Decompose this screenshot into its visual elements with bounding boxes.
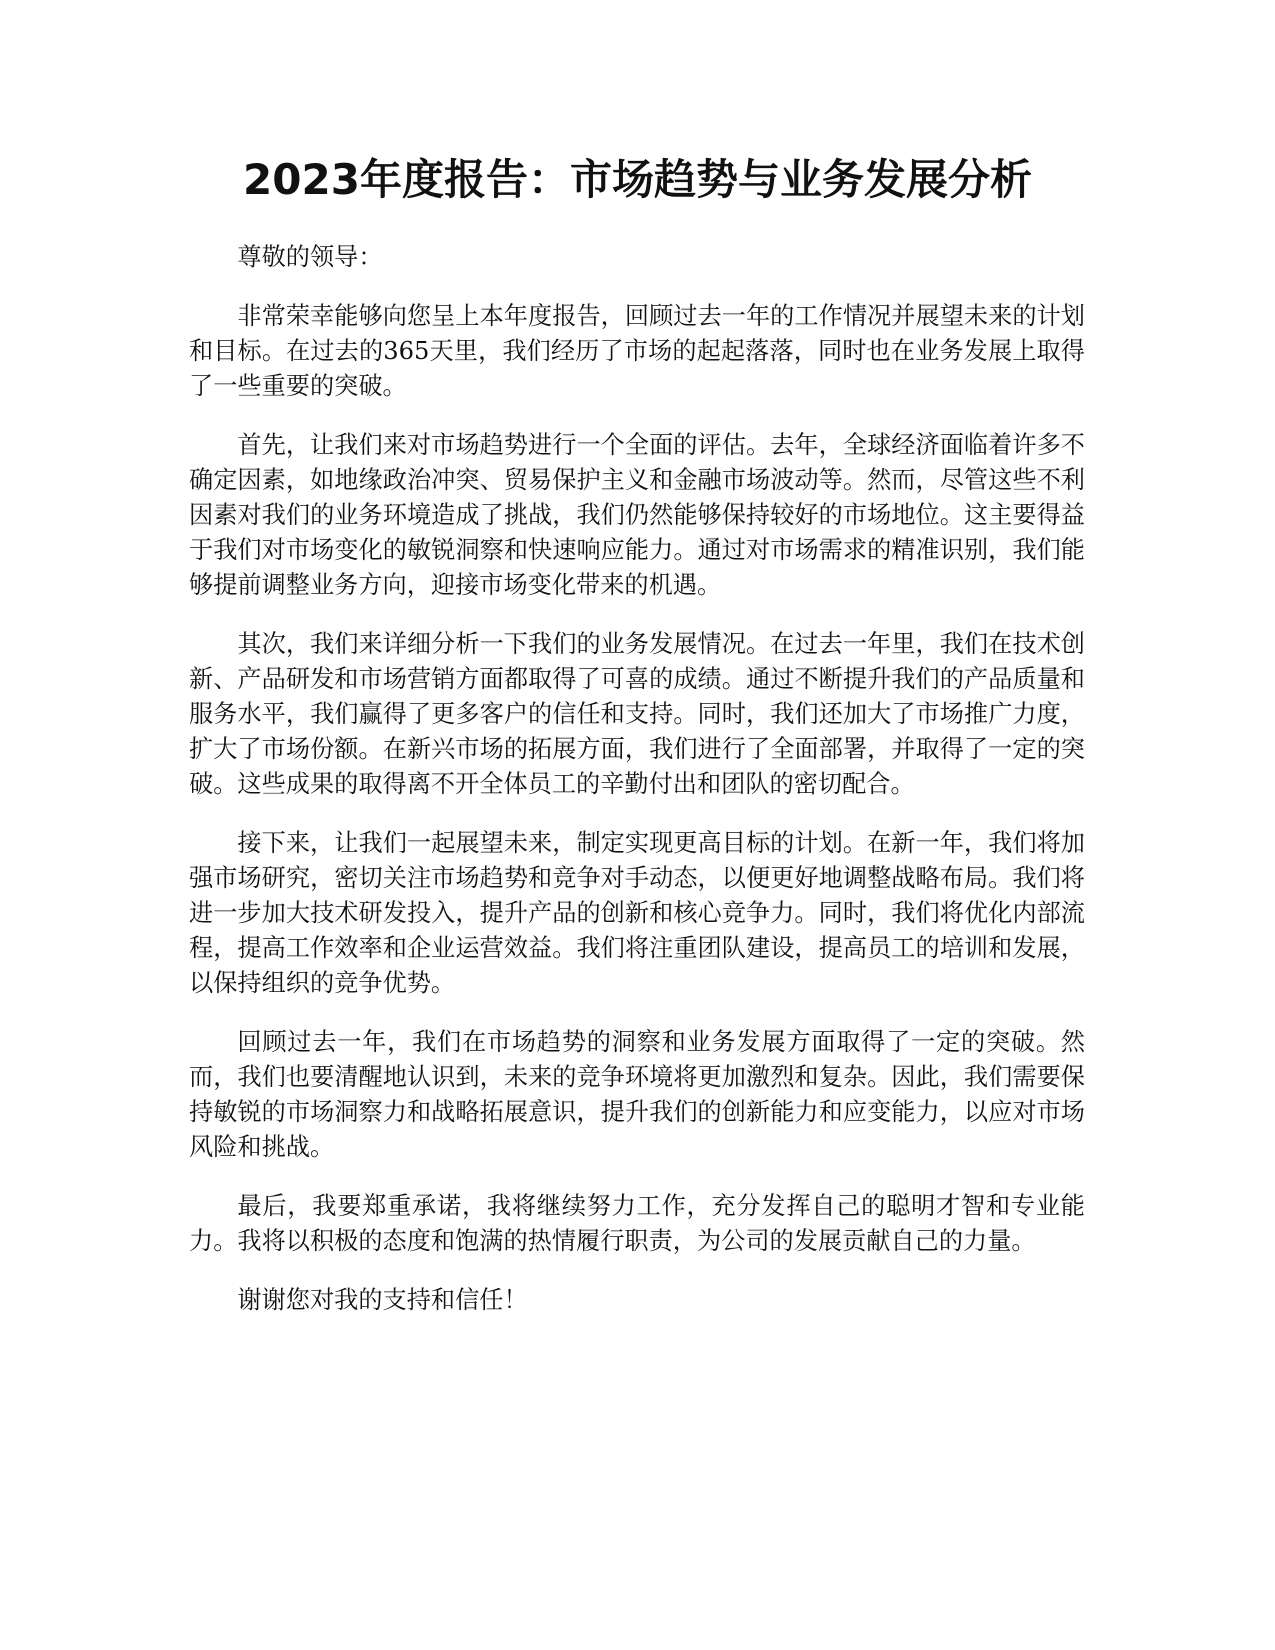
document-body (189, 240, 1085, 1342)
document-title: 2023年度报告：市场趋势与业务发展分析 (243, 155, 1032, 204)
salutation: 尊敬的领导： (237, 243, 383, 271)
paragraph-future-plans: 接下来，让我们一起展望未来，制定实现更高目标的计划。在新一年，我们将加强市场研究，密切关注市场趋势和竞争对手动态，以便更好地调整战略布局。我们将进一步加大技术研发投入，提升产品的创新和核心竞争力。同时，我们将优化内部流程，提高工作效率和企业运营效益。我们将注重团队建设，提高员工的培训和发展，以保持组织的竞争优势。 (189, 829, 1085, 997)
paragraph-intro: 非常荣幸能够向您呈上本年度报告，回顾过去一年的工作情况并展望未来的计划和目标。在过去的365天里，我们经历了市场的起起落落，同时也在业务发展上取得了一些重要的突破。 (189, 302, 1085, 400)
paragraph-commitment: 最后，我要郑重承诺，我将继续努力工作，充分发挥自己的聪明才智和专业能力。我将以积极的态度和饱满的热情履行职责，为公司的发展贡献自己的力量。 (189, 1192, 1085, 1255)
paragraph-review: 回顾过去一年，我们在市场趋势的洞察和业务发展方面取得了一定的突破。然而，我们也要清醒地认识到，未来的竞争环境将更加激烈和复杂。因此，我们需要保持敏锐的市场洞察力和战略拓展意识，提升我们的创新能力和应变能力，以应对市场风险和挑战。 (189, 1028, 1085, 1161)
paragraph-market-trends: 首先，让我们来对市场趋势进行一个全面的评估。去年，全球经济面临着许多不确定因素，如地缘政治冲突、贸易保护主义和金融市场波动等。然而，尽管这些不利因素对我们的业务环境造成了挑战，我们仍然能够保持较好的市场地位。这主要得益于我们对市场变化的敏锐洞察和快速响应能力。通过对市场需求的精准识别，我们能够提前调整业务方向，迎接市场变化带来的机遇。 (189, 431, 1085, 599)
closing: 谢谢您对我的支持和信任！ (237, 1286, 528, 1314)
paragraph-business-development: 其次，我们来详细分析一下我们的业务发展情况。在过去一年里，我们在技术创新、产品研发和市场营销方面都取得了可喜的成绩。通过不断提升我们的产品质量和服务水平，我们赢得了更多客户的信任和支持。同时，我们还加大了市场推广力度，扩大了市场份额。在新兴市场的拓展方面，我们进行了全面部署，并取得了一定的突破。这些成果的取得离不开全体员工的辛勤付出和团队的密切配合。 (189, 630, 1085, 798)
